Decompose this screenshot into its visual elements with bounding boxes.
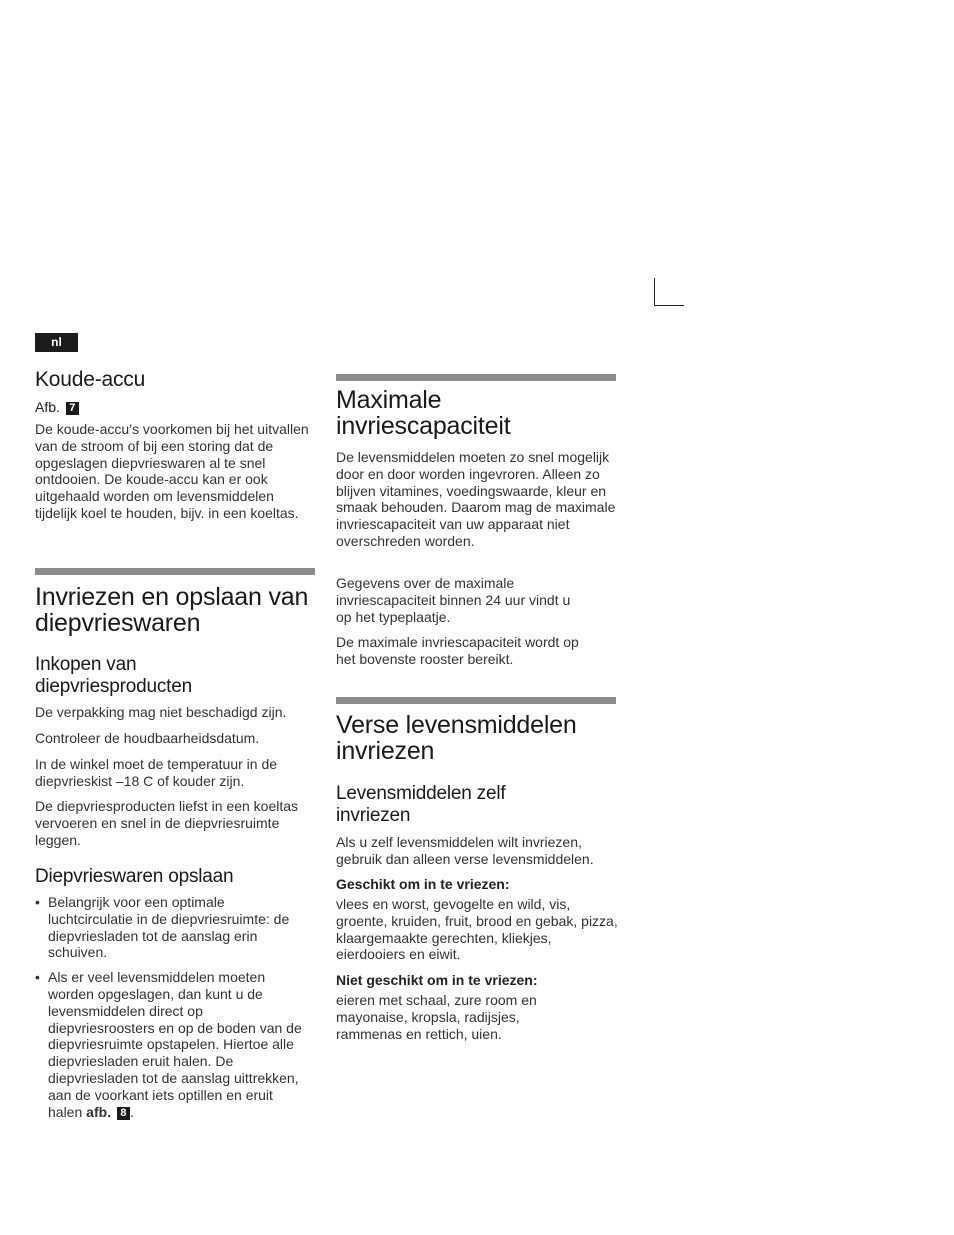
inkopen-paragraph-2: Controleer de houdbaarheidsdatum.	[35, 730, 260, 746]
zelf-invriezen-heading: Levensmiddelen zelf invriezen	[336, 783, 506, 826]
niet-geschikt-text: eieren met schaal, zure room en mayonaise, kropsla, radijsjes, rammenas en rettich, uien.	[336, 992, 537, 1042]
geschikt-text: vlees en worst, gevogelte en wild, vis, groente, kruiden, fruit, brood en gebak, pizza, klaargemaakte gerechten, kliekjes, eierdooiers en eiwit.	[336, 896, 618, 963]
maximale-paragraph-1: De levensmiddelen moeten zo snel mogelijk door en door worden ingevroren. Alleen zo blijven vitamines, voedingswaarde, kleur en smaak behouden. Daarom mag de maximale invriescapaciteit van uw apparaat niet overschreden worden.	[336, 449, 616, 549]
maximale-heading: Maximale invriescapaciteit	[336, 386, 511, 440]
afb-label: afb.	[86, 1103, 112, 1120]
section-rule	[35, 568, 315, 575]
inkopen-heading: Inkopen van diepvriesproducten	[35, 654, 192, 697]
list-item	[35, 969, 310, 1120]
language-badge: nl	[35, 333, 78, 352]
inkopen-paragraph-3: In de winkel moet de temperatuur in de diepvrieskist –18 C of kouder zijn.	[35, 756, 278, 789]
geschikt-label: Geschikt om in te vriezen:	[336, 876, 510, 892]
opslaan-heading: Diepvrieswaren opslaan	[35, 866, 234, 887]
verse-heading: Verse levensmiddelen invriezen	[336, 711, 577, 765]
inkopen-paragraph-4: De diepvriesproducten liefst in een koeltas vervoeren en snel in de diepvriesruimte leggen.	[35, 798, 299, 848]
inkopen-paragraph-1: De verpakking mag niet beschadigd zijn.	[35, 704, 287, 720]
section-rule	[336, 697, 616, 704]
verse-paragraph-1: Als u zelf levensmiddelen wilt invriezen, gebruik dan alleen verse levensmiddelen.	[336, 834, 594, 867]
afb-reference	[35, 399, 79, 416]
crop-corner-mark	[654, 278, 684, 306]
koude-accu-heading: Koude-accu	[35, 368, 146, 391]
figure-number-badge: 8	[117, 1107, 130, 1120]
section-rule	[336, 374, 616, 381]
koude-accu-text: De koude-accu’s voorkomen bij het uitvallen van de stroom of bij een storing dat de opgeslagen diepvrieswaren al te snel ontdooien. De koude-accu kan er ook uitgehaald worden om levensmiddelen tijdelijk koel te houden, bijv. in een koeltas.	[35, 421, 309, 521]
list-item: • Belangrijk voor een optimale luchtcirculatie in de diepvriesruimte: de diepvriesladen tot de aanslag erin schuiven.	[35, 894, 310, 961]
list-item-end: .	[129, 1103, 134, 1120]
invriezen-heading: Invriezen en opslaan van diepvrieswaren	[35, 583, 309, 637]
afb-label: Afb.	[35, 399, 60, 415]
list-item-text: Als er veel levensmiddelen moeten worden opgeslagen, dan kunt u de levensmiddelen direct op diepvriesroosters en op de boden van de diepvriesruimte opstapelen. Hiertoe alle diepvriesladen eruit halen. De diepvriesladen tot de aanslag uittrekken, aan de voorkant iets optillen en eruit halen	[48, 969, 302, 1120]
opslaan-list	[35, 894, 310, 1120]
maximale-paragraph-3: De maximale invriescapaciteit wordt op het bovenste rooster bereikt.	[336, 634, 579, 667]
niet-geschikt-label: Niet geschikt om in te vriezen:	[336, 972, 538, 988]
maximale-paragraph-2: Gegevens over de maximale invriescapaciteit binnen 24 uur vindt u op het typeplaatje.	[336, 575, 571, 625]
figure-number-badge: 7	[66, 402, 79, 415]
